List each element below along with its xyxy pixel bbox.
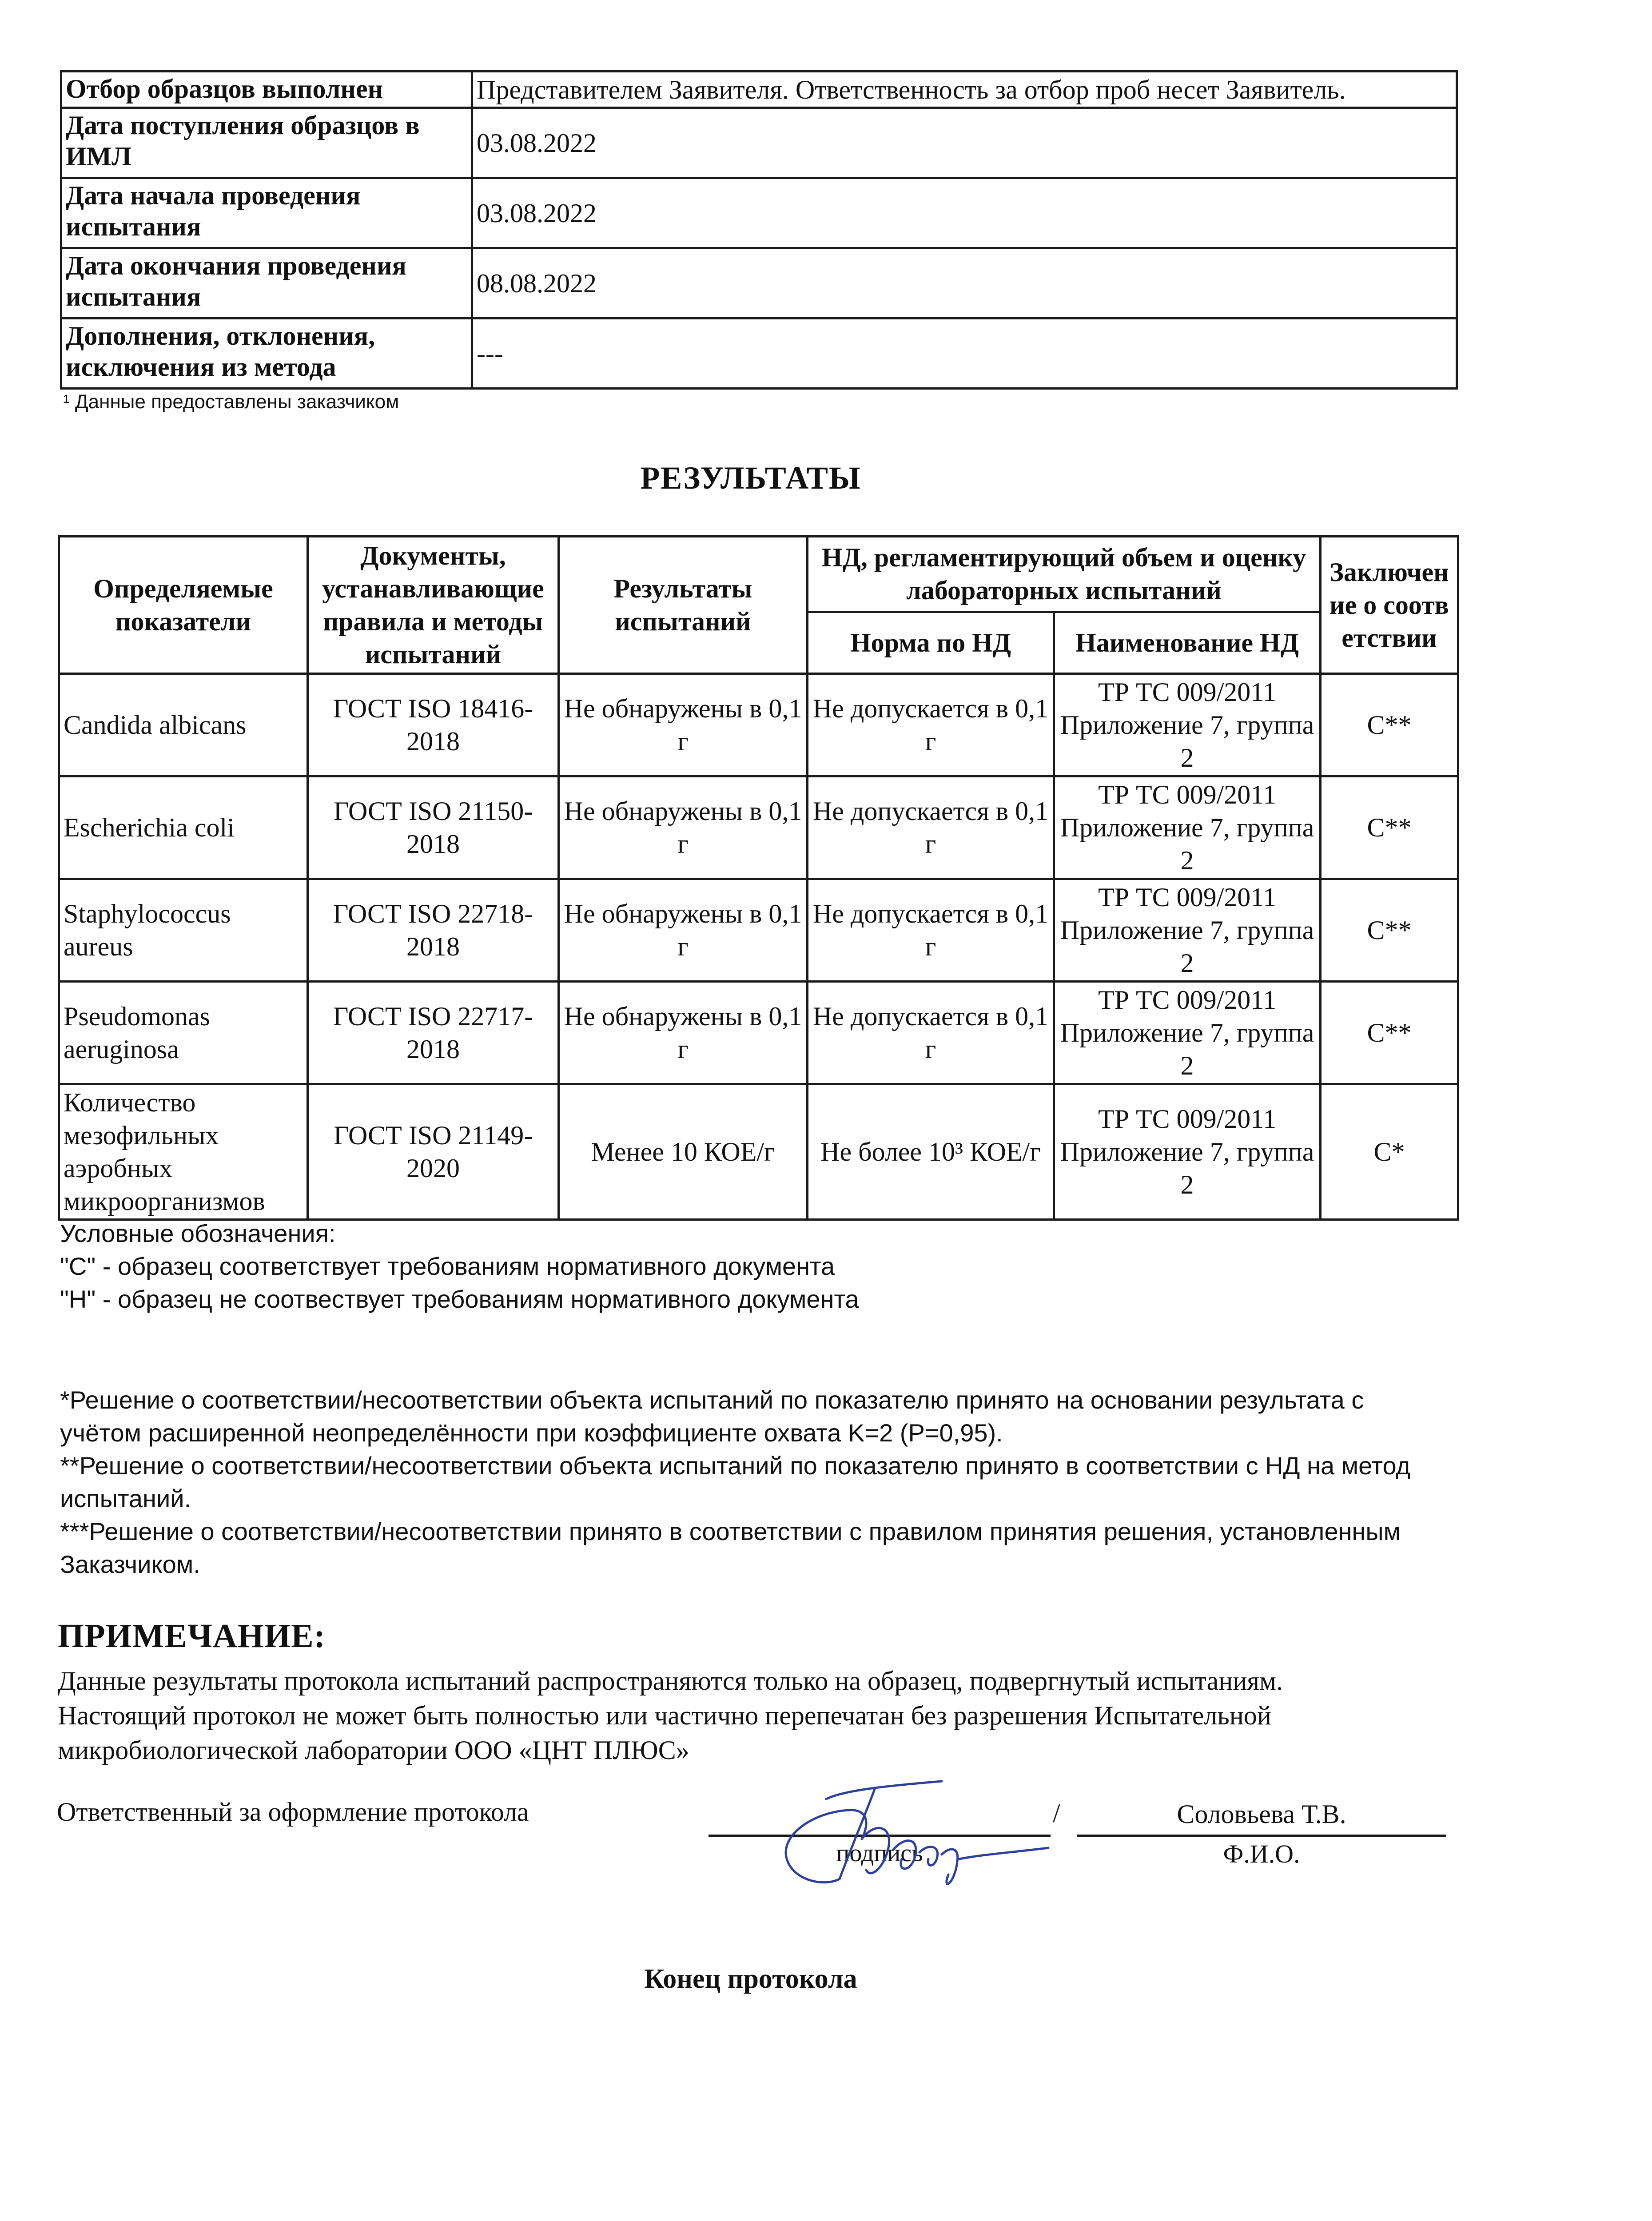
indicator-cell: Staphylococcus aureus <box>59 879 308 982</box>
norm-cell: Не допускается в 0,1 г <box>808 674 1054 776</box>
norm-cell: Не более 10³ КОЕ/г <box>808 1084 1054 1220</box>
table-row <box>59 674 1458 776</box>
info-value: 03.08.2022 <box>472 108 1457 178</box>
conclusion-cell: С* <box>1321 1084 1458 1220</box>
info-label: Дата поступления образцов в ИМЛ <box>61 108 472 178</box>
info-value: 08.08.2022 <box>472 248 1457 318</box>
header-nd-group: НД, регламентирующий объем и оценку лабораторных испытаний <box>808 537 1321 612</box>
name-line <box>1077 1835 1446 1837</box>
indicator-cell: Pseudomonas aeruginosa <box>59 982 308 1084</box>
remark-text <box>58 1664 1457 1767</box>
results-title: РЕЗУЛЬТАТЫ <box>640 460 861 496</box>
sample-info-table <box>60 70 1458 390</box>
info-row <box>61 108 1457 178</box>
norm-cell: Не допускается в 0,1 г <box>808 776 1054 879</box>
nd-cell: ТР ТС 009/2011 Приложение 7, группа 2 <box>1054 982 1321 1084</box>
header-results: Результаты испытаний <box>559 537 808 674</box>
header-norm: Норма по НД <box>808 612 1054 673</box>
remark-line: Данные результаты протокола испытаний распространяются только на образец, подвергнутый испытаниям. <box>58 1666 1283 1696</box>
document-cell: ГОСТ ISO 22717-2018 <box>308 982 559 1084</box>
info-row <box>61 72 1457 108</box>
document-cell: ГОСТ ISO 21150-2018 <box>308 776 559 879</box>
responsible-name: Соловьева Т.В. <box>1177 1799 1346 1829</box>
legend-h: "Н" - образец не соотвествует требованиям нормативного документа <box>60 1285 859 1313</box>
info-label: Дополнения, отклонения, исключения из метода <box>61 318 472 389</box>
table-row <box>59 1084 1458 1220</box>
note-2: **Решение о соответствии/несоответствии объекта испытаний по показателю принято в соответствии с НД на метод испытаний. <box>60 1452 1411 1513</box>
info-row <box>61 318 1457 389</box>
info-label: Дата окончания проведения испытания <box>61 248 472 318</box>
result-cell: Не обнаружены в 0,1 г <box>559 879 808 982</box>
legend-title: Условные обозначения: <box>60 1219 336 1247</box>
legend-c: "С" - образец соответствует требованиям нормативного документа <box>60 1252 835 1280</box>
results-header-row <box>59 537 1458 612</box>
result-cell: Не обнаружены в 0,1 г <box>559 982 808 1084</box>
nd-cell: ТР ТС 009/2011 Приложение 7, группа 2 <box>1054 1084 1321 1220</box>
info-row <box>61 178 1457 248</box>
note-1: *Решение о соответствии/несоответствии объекта испытаний по показателю принято на основании результата с учётом расширенной неопределённости при коэффициенте охвата K=2 (P=0,95). <box>60 1386 1364 1447</box>
result-cell: Не обнаружены в 0,1 г <box>559 776 808 879</box>
handwritten-signature <box>773 1772 1066 1906</box>
table-row <box>59 982 1458 1084</box>
conclusion-cell: С** <box>1321 674 1458 776</box>
conclusion-cell: С** <box>1321 982 1458 1084</box>
header-indicators: Определяемые показатели <box>59 537 308 674</box>
indicator-cell: Candida albicans <box>59 674 308 776</box>
responsible-label: Ответственный за оформление протокола <box>57 1797 529 1827</box>
header-conclusion: Заключение о соответствии <box>1321 537 1458 674</box>
table-row <box>59 879 1458 982</box>
table-row <box>59 776 1458 879</box>
info-value: 03.08.2022 <box>472 178 1457 248</box>
nd-cell: ТР ТС 009/2011 Приложение 7, группа 2 <box>1054 879 1321 982</box>
indicator-cell: Количество мезофильных аэробных микроорганизмов <box>59 1084 308 1220</box>
footnote: ¹ Данные предоставлены заказчиком <box>63 391 399 413</box>
info-row <box>61 248 1457 318</box>
signature-caption: подпись <box>836 1839 923 1867</box>
nd-cell: ТР ТС 009/2011 Приложение 7, группа 2 <box>1054 674 1321 776</box>
info-value: --- <box>472 318 1457 389</box>
info-label: Отбор образцов выполнен <box>61 72 472 108</box>
conclusion-cell: С** <box>1321 776 1458 879</box>
results-table <box>58 535 1459 1221</box>
header-nd-name: Наименование НД <box>1054 612 1321 673</box>
nd-cell: ТР ТС 009/2011 Приложение 7, группа 2 <box>1054 776 1321 879</box>
indicator-cell: Escherichia coli <box>59 776 308 879</box>
conclusion-cell: С** <box>1321 879 1458 982</box>
document-cell: ГОСТ ISO 21149-2020 <box>308 1084 559 1220</box>
separator-slash: / <box>1053 1799 1060 1828</box>
info-value: Представителем Заявителя. Ответственность за отбор проб несет Заявитель. <box>472 72 1457 108</box>
norm-cell: Не допускается в 0,1 г <box>808 879 1054 982</box>
document-cell: ГОСТ ISO 18416-2018 <box>308 674 559 776</box>
remark-line: Настоящий протокол не может быть полностью или частично перепечатан без разрешения Испытательной микробиологической лаборатории ООО «ЦНТ ПЛЮС» <box>58 1701 1271 1765</box>
result-cell: Не обнаружены в 0,1 г <box>559 674 808 776</box>
decision-notes <box>60 1384 1446 1581</box>
end-of-protocol: Конец протокола <box>644 1964 857 1994</box>
fio-caption: Ф.И.О. <box>1223 1839 1300 1868</box>
note-3: ***Решение о соответствии/несоответствии принято в соответствии с правилом принятия решения, установленным Заказчиком. <box>60 1517 1401 1578</box>
norm-cell: Не допускается в 0,1 г <box>808 982 1054 1084</box>
info-label: Дата начала проведения испытания <box>61 178 472 248</box>
document-cell: ГОСТ ISO 22718-2018 <box>308 879 559 982</box>
remark-title: ПРИМЕЧАНИЕ: <box>58 1617 326 1655</box>
result-cell: Менее 10 КОЕ/г <box>559 1084 808 1220</box>
header-documents: Документы, устанавливающие правила и методы испытаний <box>308 537 559 674</box>
